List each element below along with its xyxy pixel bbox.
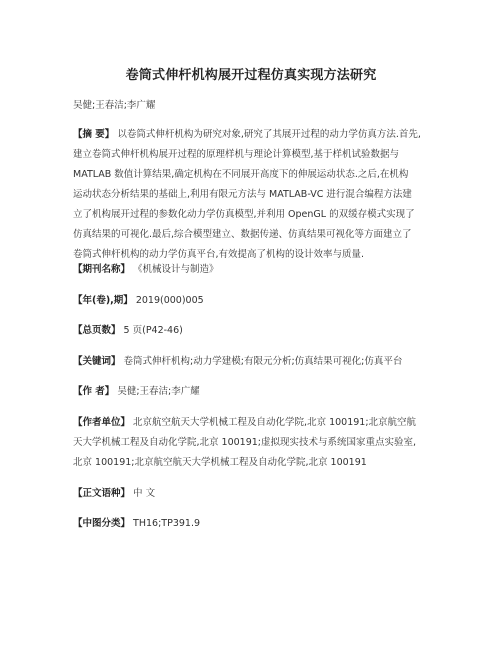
affiliation-text-2: 天大学机械工程及自动化学院,北京 100191;虚拟现实技术与系统国家重点实验室, (73, 437, 417, 448)
affiliation-row (73, 413, 433, 473)
article-title: 卷筒式伸杆机构展开过程仿真实现方法研究 (125, 68, 377, 83)
pages-row (73, 321, 433, 341)
keywords-row (73, 352, 433, 372)
affiliation-text-1: 北京航空航天大学机械工程及自动化学院,北京 100191;北京航空航 (133, 417, 417, 428)
abstract-text-4: 运动状态分析结果的基础上,利用有限元方法与 MATLAB-VC 进行混合编程方法建 (73, 189, 412, 200)
authors-value: 吴健;王春洁;李广耀 (117, 386, 200, 397)
clc-row (73, 514, 433, 534)
article-authors: 吴健;王春洁;李广耀 (73, 100, 156, 111)
year-issue-label: 【年(卷),期】 (73, 295, 133, 306)
keywords-label: 【关键词】 (73, 356, 121, 367)
abstract-text-5: 立了机构展开过程的参数化动力学仿真模型,并利用 OpenGL 的双缓存模式实现了 (73, 209, 415, 220)
abstract-text-7: 卷筒式伸杆机构的动力学仿真平台,有效提高了机构的设计效率与质量. (73, 249, 365, 260)
pages-label: 【总页数】 (73, 325, 121, 336)
authors-row (73, 382, 433, 402)
year-issue-value: 2019(000)005 (135, 295, 204, 306)
year-issue-row (73, 291, 433, 311)
affiliation-label: 【作者单位】 (73, 417, 131, 428)
keywords-value: 卷筒式伸杆机构;动力学建模;有限元分析;仿真结果可视化;仿真平台 (123, 356, 403, 367)
abstract-label: 【摘 要】 (73, 129, 115, 140)
abstract-line-1 (73, 125, 433, 145)
abstract-text-1: 以卷筒式伸杆机构为研究对象,研究了其展开过程的动力学仿真方法.首先, (117, 129, 421, 140)
journal-row (73, 260, 433, 280)
abstract-text-6: 仿真结果的可视化.最后,综合模型建立、数据传递、仿真结果可视化等方面建立了 (73, 229, 412, 240)
abstract-text-2: 建立卷筒式伸杆机构展开过程的原理样机与理论计算模型,基于样机试验数据与 (73, 149, 400, 160)
language-value: 中 文 (133, 488, 156, 499)
pages-value: 5 页(P42-46) (123, 325, 183, 336)
affiliation-line-1 (73, 413, 433, 433)
language-label: 【正文语种】 (73, 488, 131, 499)
language-row (73, 484, 433, 504)
abstract-block (73, 125, 433, 265)
abstract-text-3: MATLAB 数值计算结果,确定机构在不同展开高度下的伸展运动状态.之后,在机构 (73, 169, 409, 180)
authors-label: 【作 者】 (73, 386, 115, 397)
clc-label: 【中图分类】 (73, 518, 131, 529)
affiliation-text-3: 北京 100191;北京航空航天大学机械工程及自动化学院,北京 100191 (73, 457, 367, 468)
journal-label: 【期刊名称】 (73, 264, 131, 275)
journal-value: 《机械设计与制造》 (133, 264, 219, 275)
clc-value: TH16;TP391.9 (133, 518, 201, 529)
